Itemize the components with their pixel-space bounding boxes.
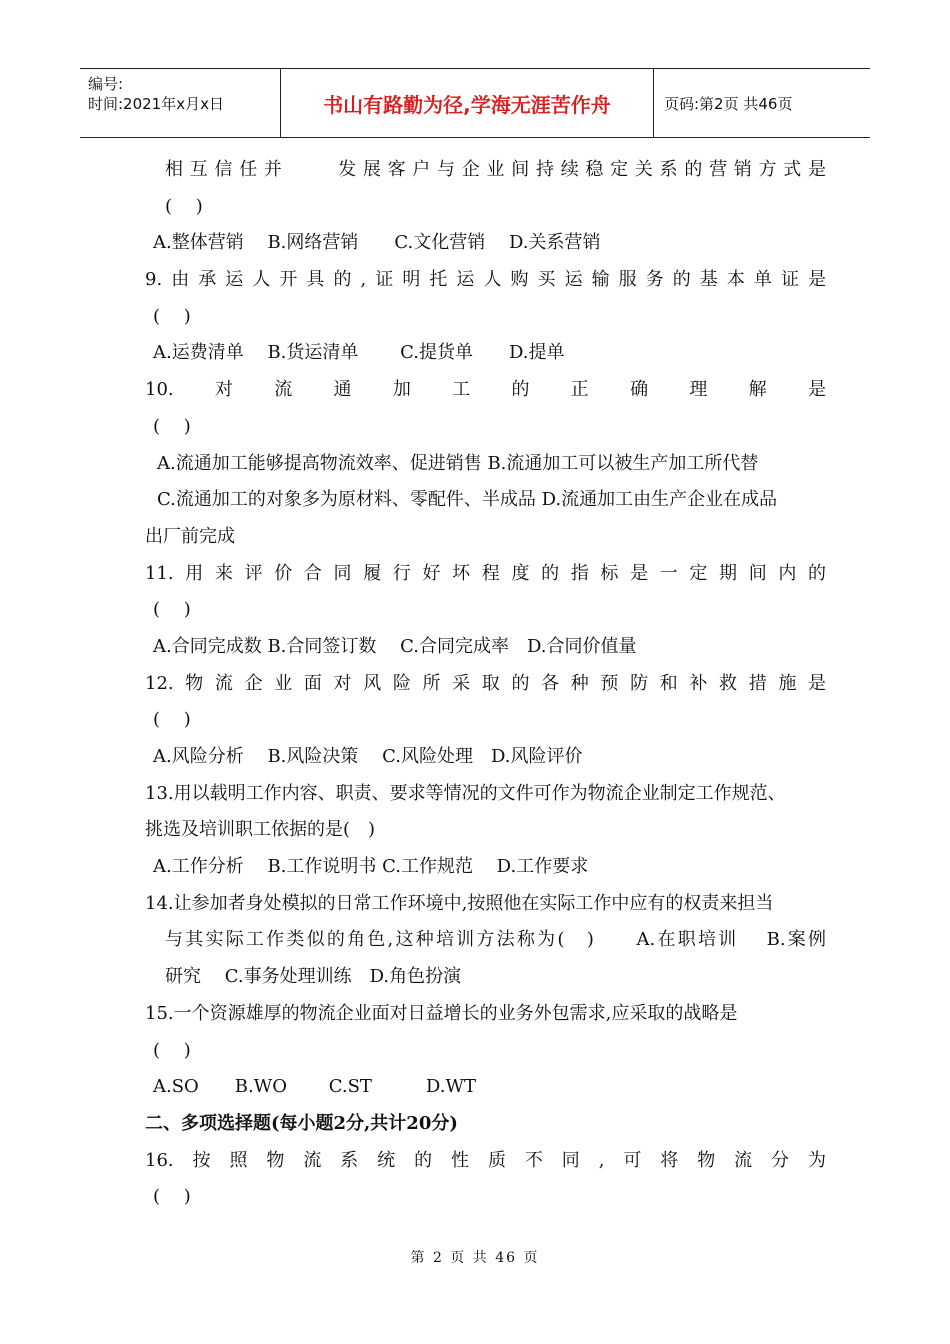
text-line: 挑选及培训职工依据的是( ) [145, 819, 376, 841]
text-line: A.工作分析 B.工作说明书 C.工作规范 D.工作要求 [153, 856, 589, 878]
text-line: A.合同完成数 B.合同签订数 C.合同完成率 D.合同价值量 [153, 635, 637, 657]
text-line: 15.一个资源雄厚的物流企业面对日益增长的业务外包需求,应采取的战略是 [145, 1002, 738, 1024]
text-line: ( ) [153, 305, 191, 327]
number-label: 编号: [88, 75, 124, 93]
page-footer: 第 2 页 共 46 页 [410, 1250, 540, 1266]
text-line: 11.用来评价合同履行好坏程度的指标是一定期间内的 [145, 562, 826, 584]
text-line: A.SO B.WO C.ST D.WT [153, 1076, 476, 1098]
text-line: A.运费清单 B.货运清单 C.提货单 D.提单 [153, 342, 565, 364]
text-line: 二、多项选择题(每小题2分,共计20分) [145, 1112, 458, 1134]
text-line: A.整体营销 B.网络营销 C.文化营销 D.关系营销 [153, 232, 601, 254]
text-line: 研究 C.事务处理训练 D.角色扮演 [165, 966, 462, 988]
header-motto: 书山有路勤为径,学海无涯苦作舟 [281, 69, 654, 137]
page-header [80, 68, 870, 138]
header-meta [80, 69, 281, 137]
text-line: 与其实际工作类似的角色,这种培训方法称为( ) A.在职培训 B.案例 [165, 929, 826, 951]
text-line: 出厂前完成 [145, 525, 235, 547]
text-line: 16. 按 照 物 流 系 统 的 性 质 不 同 , 可 将 物 流 分 为 [145, 1149, 826, 1171]
text-line: 10. 对 流 通 加 工 的 正 确 理 解 是 [145, 379, 826, 401]
document-body [145, 152, 826, 1216]
text-line: 14.让参加者身处模拟的日常工作环境中,按照他在实际工作中应有的权责来担当 [145, 892, 774, 914]
text-line: ( ) [153, 1039, 191, 1061]
text-line: C.流通加工的对象多为原材料、零配件、半成品 D.流通加工由生产企业在成品 [157, 489, 778, 511]
text-line: 9.由承运人开具的,证明托运人购买运输服务的基本单证是 [145, 269, 826, 291]
text-line: ( ) [153, 415, 191, 437]
text-line: A.风险分析 B.风险决策 C.风险处理 D.风险评价 [153, 746, 583, 767]
text-line: ( ) [165, 195, 203, 217]
text-line: A.流通加工能够提高物流效率、促进销售 B.流通加工可以被生产加工所代替 [157, 452, 759, 474]
text-line: 12.物流企业面对风险所采取的各种预防和补救措施是 [145, 672, 826, 694]
time-label: 时间:2021年x月x日 [88, 95, 224, 113]
text-line: ( ) [153, 709, 191, 731]
header-page-code: 页码:第2页 共46页 [664, 94, 793, 113]
text-line: ( ) [153, 1186, 191, 1208]
text-line: 13.用以载明工作内容、职责、要求等情况的文件可作为物流企业制定工作规范、 [145, 782, 786, 804]
text-line: ( ) [153, 599, 191, 621]
text-line: 相互信任并 发展客户与企业间持续稳定关系的营销方式是 [165, 159, 826, 180]
